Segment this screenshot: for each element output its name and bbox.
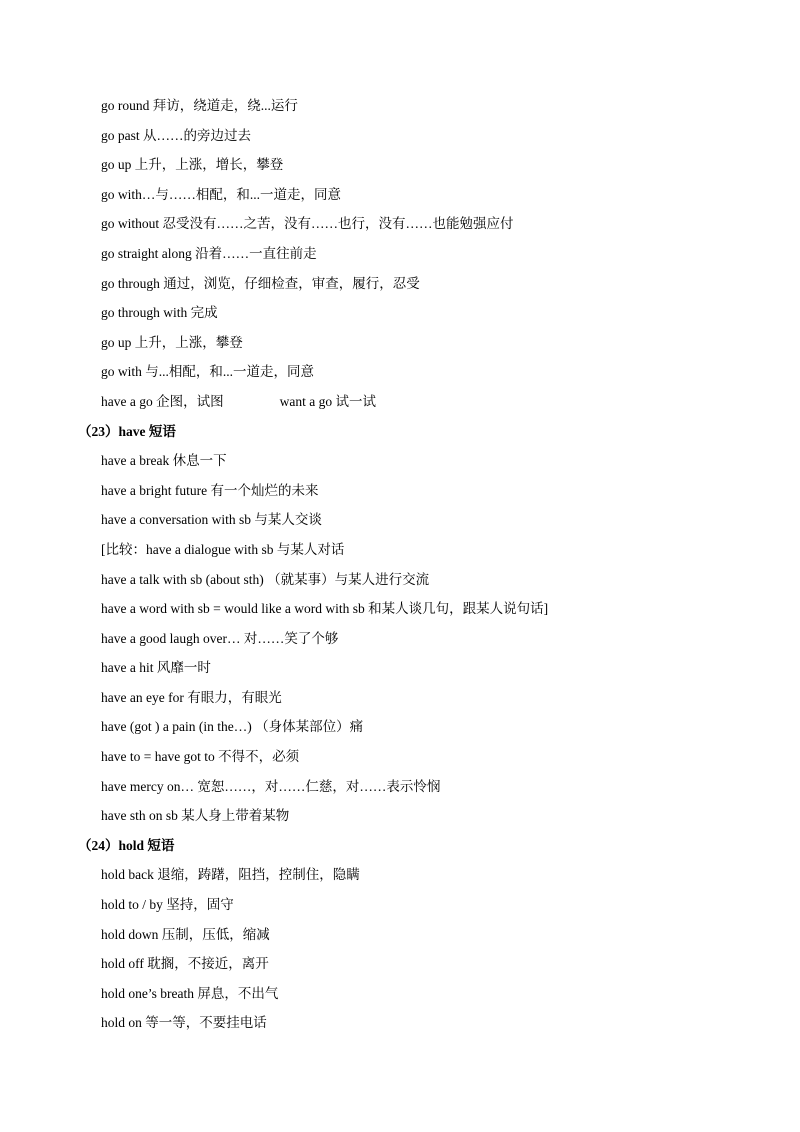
phrase-entry: go without 忍受没有……之苦，没有……也行，没有……也能勉强应付 (101, 216, 514, 232)
phrase-entry: have a hit 风靡一时 (101, 660, 211, 676)
phrase-entry: hold one’s breath 屏息，不出气 (101, 985, 279, 1001)
phrase-entry: have a break 休息一下 (101, 453, 227, 469)
phrase-entry: go up 上升，上涨，增长，攀登 (101, 157, 284, 173)
phrase-entry: have sth on sb 某人身上带着某物 (101, 808, 290, 824)
phrase-entry: have a good laugh over… 对……笑了个够 (101, 630, 339, 646)
phrase-entry: have a bright future 有一个灿烂的未来 (101, 482, 319, 498)
section-heading-hold: （24）hold 短语 (78, 837, 175, 853)
phrase-entry: hold to / by 坚持，固守 (101, 897, 234, 913)
phrase-entry: have a talk with sb (about sth) （就某事）与某人进行交流 (101, 571, 430, 587)
document-page (0, 91, 800, 1038)
phrase-entry: hold off 耽搁，不接近，离开 (101, 956, 269, 972)
phrase-entry: go straight along 沿着……一直往前走 (101, 245, 317, 261)
phrase-entry: have a word with sb = would like a word with sb 和某人谈几句，跟某人说句话] (101, 601, 549, 617)
phrase-entry: hold down 压制，压低，缩减 (101, 926, 270, 942)
phrase-entry: have to = have got to 不得不，必须 (101, 749, 300, 765)
phrase-entry: hold on 等一等，不要挂电话 (101, 1015, 267, 1031)
phrase-entry-pair (0, 387, 800, 417)
phrase-entry: go with 与...相配，和...一道走，同意 (101, 364, 315, 380)
phrase-entry: have a conversation with sb 与某人交谈 (101, 512, 322, 528)
phrase-entry: hold back 退缩，踌躇，阻挡，控制住，隐瞒 (101, 867, 360, 883)
phrase-entry: have an eye for 有眼力，有眼光 (101, 689, 282, 705)
phrase-entry: go through 通过，浏览，仔细检查，审查，履行，忍受 (101, 275, 420, 291)
phrase-entry: go past 从……的旁边过去 (101, 127, 251, 143)
phrase-entry-left: have a go 企图，试图 (101, 393, 224, 409)
phrase-entry: [比较：have a dialogue with sb 与某人对话 (101, 541, 345, 557)
phrase-entry: have (got ) a pain (in the…) （身体某部位）痛 (101, 719, 364, 735)
phrase-entry: go through with 完成 (101, 305, 218, 321)
section-heading-have: （23）have 短语 (78, 423, 176, 439)
phrase-entry: go with…与……相配，和...一道走，同意 (101, 186, 342, 202)
phrase-entry: go round 拜访，绕道走，绕...运行 (101, 98, 298, 113)
phrase-entry: go up 上升，上涨，攀登 (101, 334, 243, 350)
phrase-entry: have mercy on… 宽恕……，对……仁慈，对……表示怜悯 (101, 778, 441, 794)
phrase-entry-right: want a go 试一试 (279, 393, 376, 409)
